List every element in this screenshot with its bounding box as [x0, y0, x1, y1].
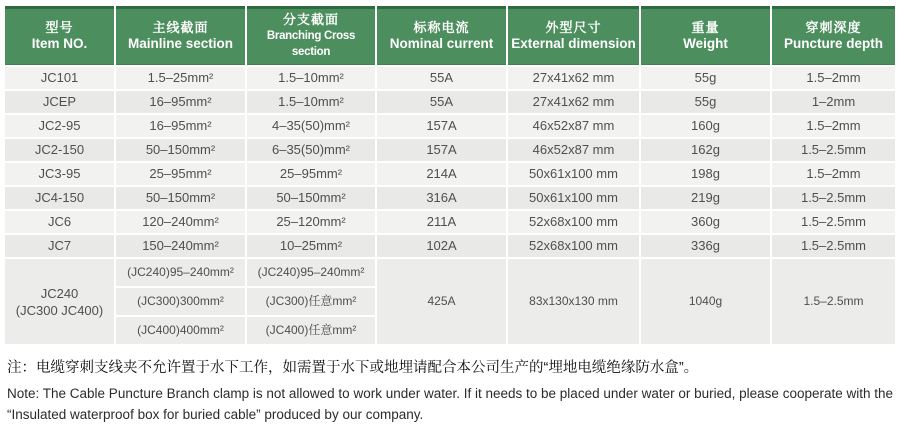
header-cell-mainline	[116, 6, 245, 65]
header-branching-en: Branching Cross section	[266, 30, 356, 58]
cell-weight: 336g	[641, 235, 770, 257]
header-item-no-zh: 型号	[45, 20, 74, 35]
cell-branching: 25–120mm²	[247, 211, 375, 233]
table-row	[5, 115, 895, 137]
cell-branching: 4–35(50)mm²	[247, 115, 375, 137]
cell-item-no: JC4-150	[5, 187, 114, 209]
header-current-zh: 标称电流	[413, 20, 470, 35]
table-row	[5, 91, 895, 113]
cell-current: 157A	[377, 115, 506, 137]
cell-weight: 219g	[641, 187, 770, 209]
cell-current: 211A	[377, 211, 506, 233]
cell-branching: (JC240)95–240mm²	[247, 259, 375, 286]
header-weight-zh: 重量	[691, 20, 720, 35]
header-cell-branching	[247, 6, 375, 65]
header-current-en: Nominal current	[389, 36, 494, 51]
cell-current: 55A	[377, 91, 506, 113]
note-chinese: 注：电缆穿刺支线夹不允许置于水下工作，如需置于水下或地埋请配合本公司生产的“埋地电缆绝缘防水盒”。	[7, 360, 699, 376]
cell-branching: 10–25mm²	[247, 235, 375, 257]
cell-weight: 162g	[641, 139, 770, 161]
cell-depth: 1.5–2.5mm	[772, 211, 895, 233]
jc240-id-line2: (JC300 JC400)	[15, 302, 104, 318]
header-depth-en: Puncture depth	[783, 36, 883, 51]
cell-current: 316A	[377, 187, 506, 209]
cell-branching: (JC300)任意mm²	[247, 288, 375, 315]
cell-depth: 1.5–2mm	[772, 67, 895, 89]
header-depth-zh: 穿刺深度	[805, 20, 862, 35]
cell-weight: 160g	[641, 115, 770, 137]
header-cell-weight	[641, 6, 770, 65]
cell-weight: 55g	[641, 91, 770, 113]
cell-branching: 1.5–10mm²	[247, 67, 375, 89]
cell-dimension: 50x61x100 mm	[508, 187, 639, 209]
cell-mainline: 120–240mm²	[116, 211, 245, 233]
table-row	[5, 67, 895, 89]
cell-depth: 1.5–2.5mm	[772, 187, 895, 209]
header-row	[5, 6, 895, 65]
header-item-no-en: Item NO.	[31, 36, 88, 51]
table-row-jc240	[5, 259, 895, 286]
header-weight-en: Weight	[683, 36, 728, 51]
note-english: Note: The Cable Puncture Branch clamp is not allowed to work under water. If it needs to be placed under water or buried, please cooperate with the “Insulated waterproof box for buried cable” produced by our company.	[7, 386, 894, 422]
cell-item-no: JC3-95	[5, 163, 114, 185]
cell-depth: 1.5–2.5mm	[772, 235, 895, 257]
cell-branching: 6–35(50)mm²	[247, 139, 375, 161]
footnotes	[5, 358, 895, 425]
cell-weight-jc240: 1040g	[641, 259, 770, 344]
cell-branching: (JC400)任意mm²	[247, 317, 375, 344]
spec-table	[3, 4, 897, 346]
cell-mainline: (JC400)400mm²	[116, 317, 245, 344]
jc240-id-line1: JC240	[40, 285, 79, 301]
cell-depth: 1.5–2mm	[772, 115, 895, 137]
table-row	[5, 235, 895, 257]
cell-item-no: JC6	[5, 211, 114, 233]
cell-mainline: 1.5–25mm²	[116, 67, 245, 89]
cell-dimension: 46x52x87 mm	[508, 115, 639, 137]
cell-item-no: JCEP	[5, 91, 114, 113]
table-row	[5, 187, 895, 209]
cell-mainline: 16–95mm²	[116, 115, 245, 137]
header-mainline-zh: 主线截面	[152, 20, 209, 35]
cell-item-no: JC101	[5, 67, 114, 89]
cell-mainline: 16–95mm²	[116, 91, 245, 113]
cell-depth: 1.5–2mm	[772, 163, 895, 185]
table-row	[5, 163, 895, 185]
cell-weight: 55g	[641, 67, 770, 89]
cell-branching: 1.5–10mm²	[247, 91, 375, 113]
header-cell-dimension	[508, 6, 639, 65]
cell-dimension: 46x52x87 mm	[508, 139, 639, 161]
cell-mainline: 25–95mm²	[116, 163, 245, 185]
cell-mainline: 50–150mm²	[116, 139, 245, 161]
header-cell-item-no	[5, 6, 114, 65]
cell-dimension: 27x41x62 mm	[508, 91, 639, 113]
cell-mainline: 150–240mm²	[116, 235, 245, 257]
header-dimension-en: External dimension	[511, 36, 636, 51]
cell-current: 55A	[377, 67, 506, 89]
spec-sheet-page	[0, 4, 900, 422]
cell-current-jc240: 425A	[377, 259, 506, 344]
cell-mainline: 50–150mm²	[116, 187, 245, 209]
table-row	[5, 139, 895, 161]
cell-item-no: JC2-150	[5, 139, 114, 161]
cell-weight: 360g	[641, 211, 770, 233]
cell-current: 157A	[377, 139, 506, 161]
cell-current: 214A	[377, 163, 506, 185]
header-branching-zh: 分支截面	[282, 12, 339, 27]
cell-dimension: 27x41x62 mm	[508, 67, 639, 89]
cell-current: 102A	[377, 235, 506, 257]
cell-weight: 198g	[641, 163, 770, 185]
header-cell-depth	[772, 6, 895, 65]
cell-dimension-jc240: 83x130x130 mm	[508, 259, 639, 344]
cell-depth-jc240: 1.5–2.5mm	[772, 259, 895, 344]
cell-item-no-jc240	[5, 259, 114, 344]
cell-depth: 1.5–2.5mm	[772, 139, 895, 161]
cell-dimension: 52x68x100 mm	[508, 211, 639, 233]
cell-mainline: (JC300)300mm²	[116, 288, 245, 315]
header-mainline-en: Mainline section	[127, 36, 234, 51]
cell-branching: 25–95mm²	[247, 163, 375, 185]
cell-item-no: JC2-95	[5, 115, 114, 137]
cell-dimension: 50x61x100 mm	[508, 163, 639, 185]
cell-mainline: (JC240)95–240mm²	[116, 259, 245, 286]
cell-branching: 50–150mm²	[247, 187, 375, 209]
table-row	[5, 211, 895, 233]
cell-depth: 1–2mm	[772, 91, 895, 113]
cell-dimension: 52x68x100 mm	[508, 235, 639, 257]
cell-item-no: JC7	[5, 235, 114, 257]
header-dimension-zh: 外型尺寸	[545, 20, 602, 35]
header-cell-current	[377, 6, 506, 65]
